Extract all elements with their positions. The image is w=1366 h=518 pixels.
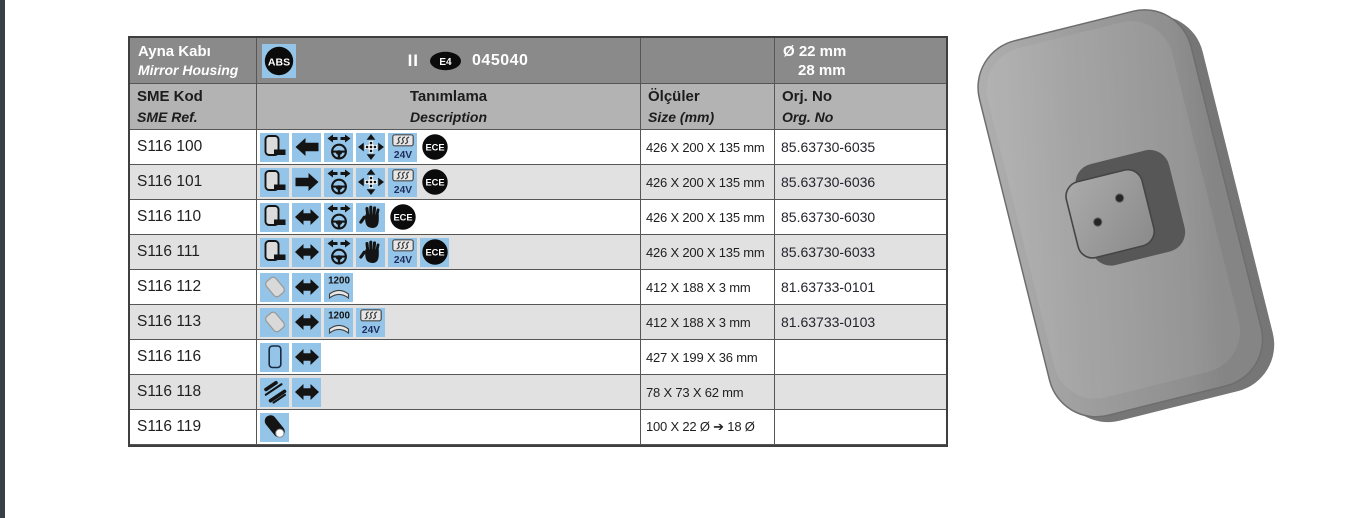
svg-text:ECE: ECE bbox=[392, 212, 413, 223]
description-icons bbox=[257, 200, 641, 235]
table-row bbox=[130, 130, 946, 165]
arrow-right-icon bbox=[292, 168, 321, 197]
svg-text:24V: 24V bbox=[361, 325, 380, 336]
size-value: 426 X 200 X 135 mm bbox=[641, 130, 775, 165]
sme-code: S116 119 bbox=[130, 410, 257, 445]
size-value: 426 X 200 X 135 mm bbox=[641, 235, 775, 270]
description-icons bbox=[257, 410, 641, 445]
sme-code: S116 116 bbox=[130, 340, 257, 375]
org-number: 81.63733-0103 bbox=[775, 305, 946, 340]
arrow-left-right-icon bbox=[292, 203, 321, 232]
sme-code: S116 118 bbox=[130, 375, 257, 410]
arrow-left-icon bbox=[292, 133, 321, 162]
diameter-line1: Ø 22 mm bbox=[783, 43, 847, 60]
column-header-size bbox=[641, 84, 775, 130]
column-header-code bbox=[130, 84, 257, 130]
description-icons bbox=[257, 235, 641, 270]
sme-code: S116 110 bbox=[130, 200, 257, 235]
product-photo bbox=[952, 0, 1297, 440]
svg-text:24V: 24V bbox=[393, 150, 412, 161]
table-row bbox=[130, 410, 946, 445]
table-body bbox=[130, 130, 946, 445]
approval-number: 045040 bbox=[472, 51, 529, 69]
arrow-left-right-icon bbox=[292, 343, 321, 372]
col-code-en: SME Ref. bbox=[137, 108, 198, 125]
table-row bbox=[130, 375, 946, 410]
org-number: 85.63730-6030 bbox=[775, 200, 946, 235]
table-row bbox=[130, 200, 946, 235]
description-icons bbox=[257, 305, 641, 340]
svg-text:ECE: ECE bbox=[424, 247, 445, 258]
table-row bbox=[130, 305, 946, 340]
mirror-frame-outline-icon bbox=[260, 343, 289, 372]
table-row bbox=[130, 340, 946, 375]
product-title-tr: Ayna Kabı bbox=[138, 43, 211, 60]
org-number: 85.63730-6033 bbox=[775, 235, 946, 270]
svg-text:ECE: ECE bbox=[424, 177, 445, 188]
electric-adjust-icon bbox=[356, 168, 385, 197]
column-header-row bbox=[130, 84, 946, 130]
svg-text:24V: 24V bbox=[393, 255, 412, 266]
size-value: 100 X 22 Ø ➔ 18 Ø bbox=[641, 410, 775, 445]
table-row bbox=[130, 270, 946, 305]
approval-cell bbox=[257, 38, 641, 84]
table-row bbox=[130, 235, 946, 270]
ece-badge-icon bbox=[420, 133, 449, 162]
org-number: 85.63730-6035 bbox=[775, 130, 946, 165]
ece-badge-icon bbox=[388, 203, 417, 232]
size-value: 427 X 199 X 36 mm bbox=[641, 340, 775, 375]
description-icons bbox=[257, 130, 641, 165]
org-number bbox=[775, 410, 946, 445]
sme-code: S116 111 bbox=[130, 235, 257, 270]
description-icons bbox=[257, 375, 641, 410]
steering-wheel-adjust-icon bbox=[324, 168, 353, 197]
ece-badge-blue-icon bbox=[420, 238, 449, 267]
product-title bbox=[130, 38, 257, 84]
mounting-bracket-icon bbox=[260, 378, 289, 407]
col-desc-tr: Tanımlama bbox=[409, 87, 488, 105]
col-size-en: Size (mm) bbox=[648, 108, 715, 125]
size-value: 78 X 73 X 62 mm bbox=[641, 375, 775, 410]
size-value: 412 X 188 X 3 mm bbox=[641, 305, 775, 340]
column-header-description bbox=[257, 84, 641, 130]
table-title-row bbox=[130, 38, 946, 84]
org-number: 85.63730-6036 bbox=[775, 165, 946, 200]
table-row bbox=[130, 165, 946, 200]
arrow-left-right-icon bbox=[292, 378, 321, 407]
sme-code: S116 101 bbox=[130, 165, 257, 200]
sme-code: S116 112 bbox=[130, 270, 257, 305]
svg-text:24V: 24V bbox=[393, 185, 412, 196]
abs-icon bbox=[262, 44, 296, 78]
mirror-glass-tilted-icon bbox=[260, 273, 289, 302]
empty-header-cell bbox=[641, 38, 775, 84]
description-icons bbox=[257, 270, 641, 305]
page-edge-bar bbox=[0, 0, 5, 518]
mirror-glass-tilted-icon bbox=[260, 308, 289, 337]
hand-manual-icon bbox=[356, 203, 385, 232]
org-number bbox=[775, 375, 946, 410]
electric-adjust-icon bbox=[356, 133, 385, 162]
hand-manual-icon bbox=[356, 238, 385, 267]
heated-24v-icon bbox=[388, 238, 417, 267]
steering-wheel-adjust-icon bbox=[324, 238, 353, 267]
org-number bbox=[775, 340, 946, 375]
svg-text:ECE: ECE bbox=[424, 142, 445, 153]
col-org-en: Org. No bbox=[782, 108, 834, 125]
steering-wheel-adjust-icon bbox=[324, 203, 353, 232]
size-value: 412 X 188 X 3 mm bbox=[641, 270, 775, 305]
radius-1200-icon bbox=[324, 308, 353, 337]
diameter-line2: 28 mm bbox=[798, 62, 846, 79]
mirror-housing-arm-icon bbox=[260, 133, 289, 162]
heated-24v-icon bbox=[388, 168, 417, 197]
svg-text:1200: 1200 bbox=[327, 310, 350, 322]
e4-icon bbox=[429, 51, 462, 71]
svg-text:ABS: ABS bbox=[267, 55, 291, 68]
size-value: 426 X 200 X 135 mm bbox=[641, 165, 775, 200]
column-header-org bbox=[775, 84, 946, 130]
arrow-left-right-icon bbox=[292, 273, 321, 302]
mirror-housing-arm-icon bbox=[260, 203, 289, 232]
parts-table bbox=[128, 36, 948, 447]
sme-code: S116 113 bbox=[130, 305, 257, 340]
arrow-left-right-icon bbox=[292, 308, 321, 337]
steering-wheel-adjust-icon bbox=[324, 133, 353, 162]
heated-24v-icon bbox=[388, 133, 417, 162]
col-size-tr: Ölçüler bbox=[648, 87, 700, 105]
product-title-en: Mirror Housing bbox=[138, 62, 239, 78]
radius-1200-icon bbox=[324, 273, 353, 302]
col-org-tr: Orj. No bbox=[782, 87, 833, 105]
mirror-housing-arm-icon bbox=[260, 238, 289, 267]
heated-24v-icon bbox=[356, 308, 385, 337]
svg-text:1200: 1200 bbox=[327, 275, 350, 287]
description-icons bbox=[257, 340, 641, 375]
size-value: 426 X 200 X 135 mm bbox=[641, 200, 775, 235]
arrow-left-right-icon bbox=[292, 238, 321, 267]
approval-mark bbox=[296, 51, 640, 71]
mirror-housing-arm-icon bbox=[260, 168, 289, 197]
mirror-housing-photo bbox=[968, 0, 1285, 435]
mirror-arm-tube-icon bbox=[260, 413, 289, 442]
mirror-class-label: II bbox=[407, 50, 420, 70]
description-icons bbox=[257, 165, 641, 200]
col-code-tr: SME Kod bbox=[137, 87, 203, 105]
ece-badge-icon bbox=[420, 168, 449, 197]
col-desc-en: Description bbox=[409, 108, 487, 125]
org-number: 81.63733-0101 bbox=[775, 270, 946, 305]
svg-text:E4: E4 bbox=[439, 56, 452, 68]
sme-code: S116 100 bbox=[130, 130, 257, 165]
arm-diameter bbox=[775, 38, 946, 84]
